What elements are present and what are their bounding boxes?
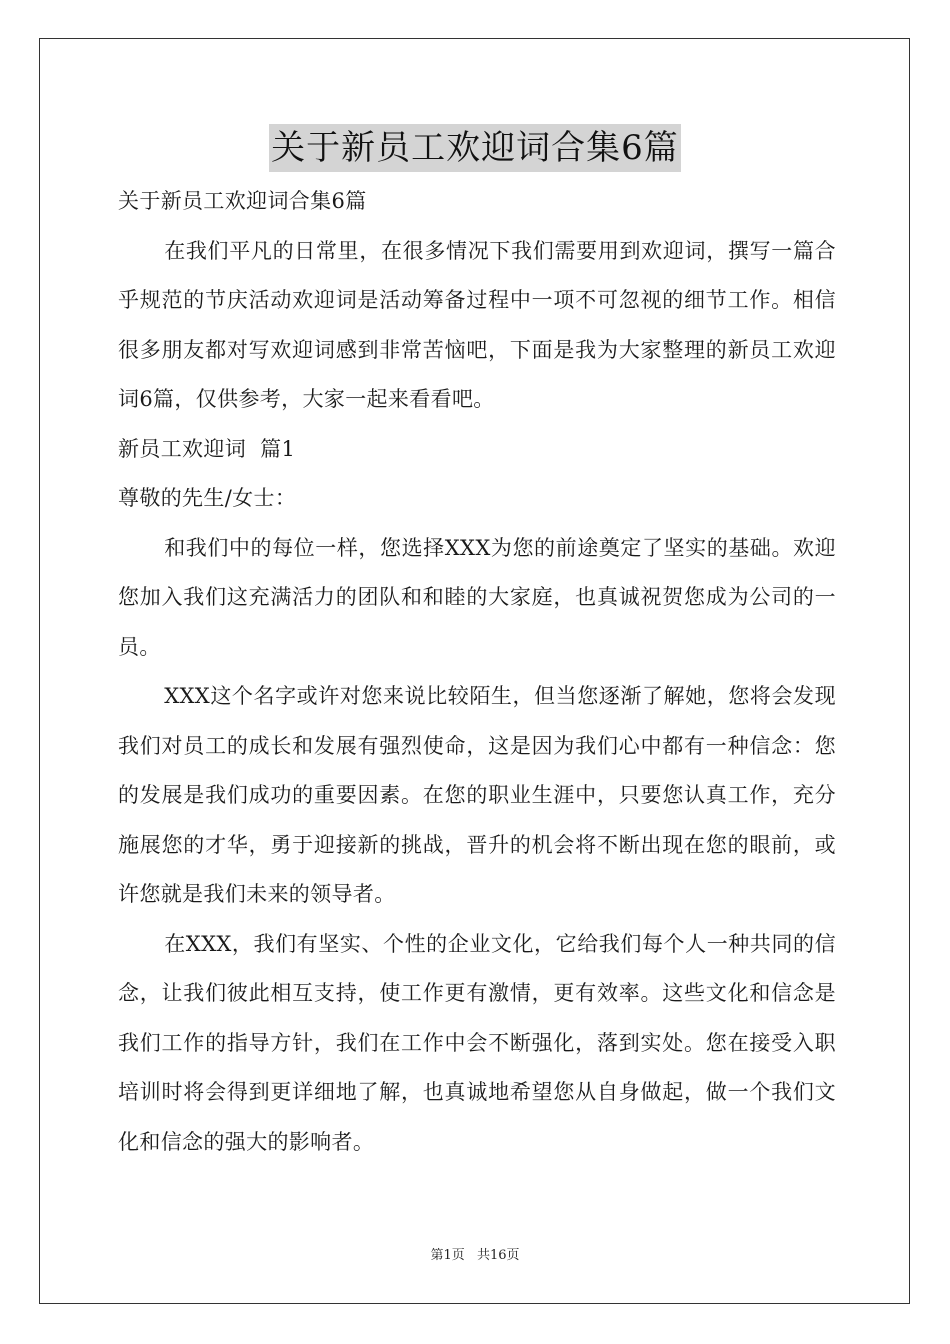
document-subtitle: 关于新员工欢迎词合集6篇 — [118, 189, 367, 213]
document-body — [118, 177, 836, 1167]
salutation: 尊敬的先生/女士： — [118, 486, 297, 510]
document-title: 关于新员工欢迎词合集6篇 — [269, 124, 681, 172]
body-paragraph: 在XXX，我们有坚实、个性的企业文化，它给我们每个人一种共同的信念，让我们彼此相互支持，使工作更有激情，更有效率。这些文化和信念是我们工作的指导方针，我们在工作中会不断强化，落到实处。您在接受入职培训时将会得到更详细地了解，也真诚地希望您从自身做起，做一个我们文化和信念的强大的影响者。 — [118, 931, 836, 1154]
body-paragraph: 和我们中的每位一样，您选择XXX为您的前途奠定了坚实的基础。欢迎您加入我们这充满活力的团队和和睦的大家庭，也真诚祝贺您成为公司的一员。 — [118, 535, 836, 659]
page-footer — [0, 1247, 950, 1265]
body-paragraph: XXX这个名字或许对您来说比较陌生，但当您逐渐了解她，您将会发现我们对员工的成长和发展有强烈使命，这是因为我们心中都有一种信念：您的发展是我们成功的重要因素。在您的职业生涯中，只要您认真工作，充分施展您的才华，勇于迎接新的挑战，晋升的机会将不断出现在您的眼前，或许您就是我们未来的领导者。 — [118, 684, 836, 906]
page-number: 第1页 — [430, 1248, 465, 1263]
intro-paragraph: 在我们平凡的日常里，在很多情况下我们需要用到欢迎词，撰写一篇合乎规范的节庆活动欢迎词是活动筹备过程中一项不可忽视的细节工作。相信很多朋友都对写欢迎词感到非常苦恼吧，下面是我为大家整理的新员工欢迎词6篇，仅供参考，大家一起来看看吧。 — [118, 238, 836, 411]
title-container — [0, 124, 950, 172]
section-heading: 新员工欢迎词 篇1 — [118, 436, 296, 461]
page-total: 共16页 — [476, 1248, 520, 1263]
